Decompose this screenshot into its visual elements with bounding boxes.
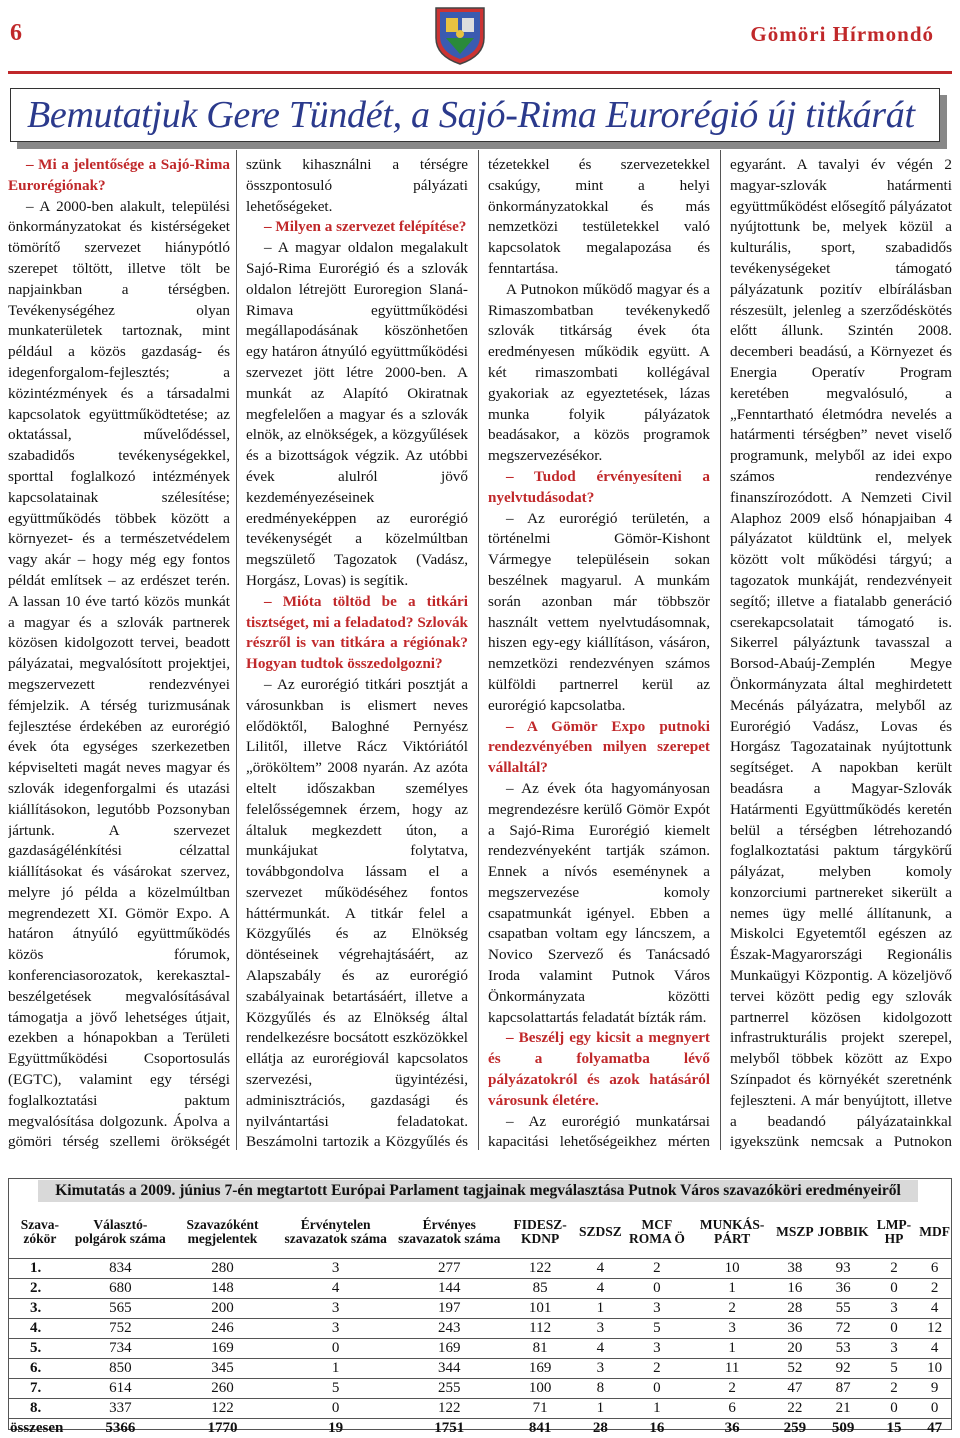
table-cell: 197 xyxy=(395,1299,503,1319)
table-cell: 255 xyxy=(395,1379,503,1399)
table-cell: 260 xyxy=(169,1379,276,1399)
table-cell: 734 xyxy=(72,1339,169,1359)
table-cell: 1770 xyxy=(169,1419,276,1438)
table-cell: 246 xyxy=(169,1319,276,1339)
column-header: Érvénytelen szavazatok száma xyxy=(276,1206,395,1259)
table-cell: 3 xyxy=(276,1299,395,1319)
table-cell: 53 xyxy=(816,1339,871,1359)
table-cell: 144 xyxy=(395,1279,503,1299)
column-header: Érvényes szavazatok száma xyxy=(395,1206,503,1259)
table-cell: 2 xyxy=(690,1299,774,1319)
table-cell: 680 xyxy=(72,1279,169,1299)
table-cell: 10 xyxy=(690,1259,774,1279)
table-row xyxy=(8,1339,952,1359)
interview-question: – A Gömör Expo putnoki rendezvényében milyen szerepet vállaltál? xyxy=(488,717,710,779)
paragraph: – A magyar oldalon megalakult Sajó-Rima Eurorégió és a szlovák oldalon létrejött Euroregion Slaná-Rimava együttműködési megállapodásának köszönhetően egy határon átnyúló együttműködési szervezet jött létre 2000-ben. A munkát az Alapító Okiratnak megfelelően a magyar és a szlovák elnök, az elnökségek, a közgyűlések és a bizottságok végzik. Az utóbbi évek alulról jövő kezdeményezéseinek eredményeképpen az eurorégió tevékenységét a közelmúltban megszülető Tagozatok (Vadász, Horgász, Lovas) is segítik. xyxy=(246,238,468,592)
table-cell: 280 xyxy=(169,1259,276,1279)
header-rule xyxy=(8,71,952,74)
table-cell: 0 xyxy=(276,1339,395,1359)
interview-question: – Mióta töltöd be a titkári tisztséget, mi a feladatod? Szlovák részről is van titkára a régiónak? Hogyan tudtok összedolgozni? xyxy=(246,592,468,675)
table-cell: 20 xyxy=(774,1339,816,1359)
coat-of-arms-icon xyxy=(430,4,490,66)
table-cell: összesen xyxy=(8,1419,72,1438)
column-header: MUNKÁS-PÁRT xyxy=(690,1206,774,1259)
paragraph: – A 2000-ben alakult, települési önkormányzatokat és kistérségeket tömörítő szervezet hiánypótló szerepet töltött, illetve tölt be napjainkban a térségben. Tevékenységéhez olyan munkaterületek tartoznak, mint például a közös gazdaság- és idegenforgalom-fejlesztés; a közintézmények és a társadalmi kapcsolatok együttműködtetése; az oktatással, művelődéssel, szabadidős tevékenységekkel, sporttal foglalkozó intézmények kapcsolatainak szélesítése; együttműködés többek között a környezet- és a természetvédelem vagy akár – hogy még egy fontos példát említsek – az erdészet terén. A lassan 10 éve tartó közös munkát a magyar és a szlovák partnerek közösen kidolgozott tervei, beadott pályázatai, megvalósított projektjei, megszervezett rendezvényei fémjelzik. A térség turizmusának fejlesztése érdekében az eurorégió évek óta egységes szerkezetben képviselteti magát neves magyar és szlovák idegenforgalmi és utazási kiállításokon, legutóbb Pozsonyban jártunk. A szervezet gazdaságélénkítési célzattal kiállításokat és vásárokat szervez, melyre jó példa a közelmúltban megrendezett XI. Gömör Expo. A határon átnyúló együttműködés közös fórumok, konferenciasorozatok, kerekasztal-beszélgetések megvalósításával támogatja a jövő lehetséges útjait, ezekben a hónapokban a Területi Együttműködési Csoportosulás (EGTC), valamint egy térségi foglalkoztatási paktum megvalósítása dolgozunk. Ápolva a gömöri térség szellemi örökségét xyxy=(8,197,230,1150)
table-cell: 834 xyxy=(72,1259,169,1279)
column-header: MSZP xyxy=(774,1206,816,1259)
table-cell: 2 xyxy=(624,1259,690,1279)
table-cell: 3 xyxy=(624,1299,690,1319)
table-cell: 100 xyxy=(503,1379,577,1399)
column-header: SZDSZ xyxy=(577,1206,624,1259)
table-cell: 5. xyxy=(8,1339,72,1359)
table-cell: 277 xyxy=(395,1259,503,1279)
table-cell: 259 xyxy=(774,1419,816,1438)
column-header: Szava-zókör xyxy=(8,1206,72,1259)
table-cell: 4 xyxy=(577,1339,624,1359)
table-cell: 3 xyxy=(276,1319,395,1339)
table-header-row xyxy=(8,1206,952,1259)
table-cell: 0 xyxy=(871,1279,918,1299)
table-cell: 4 xyxy=(577,1259,624,1279)
table-cell: 0 xyxy=(276,1399,395,1419)
interview-question: – Tudod érvényesíteni a nyelvtudásodat? xyxy=(488,467,710,509)
paragraph: – Az eurorégió területén, a történelmi Gömör-Kishont Vármegye településein sokan beszélnek magyarul. A munkám során azonban már többször használt vettem nyelvtudásomnak, hiszen egy-egy kiállításon, vásáron, nemzetközi rendezvényen számos külföldi partnerrel kerül az eurorégió kapcsolatba. xyxy=(488,509,710,717)
table-row xyxy=(8,1279,952,1299)
table-cell: 10 xyxy=(917,1359,952,1379)
table-cell: 3 xyxy=(871,1339,918,1359)
column-divider xyxy=(720,150,721,1150)
paragraph: – Az évek óta hagyományosan megrendezésre kerülő Gömör Expót a Sajó-Rima Eurorégió kiemelt rendezvényeként tartják számon. Ennek a nívós eseménynek a megszervezése komoly csapatmunkát igényel. Ebben a csapatban voltam egy láncszem, a Novico Szervező és Tanácsadó Iroda valamint Putnok Város Önkormányzata közötti kapcsolattartás feladatát bízták rám. xyxy=(488,779,710,1029)
headline-box xyxy=(10,88,940,142)
results-table xyxy=(8,1206,952,1438)
table-cell: 5 xyxy=(276,1379,395,1399)
table-cell: 345 xyxy=(169,1359,276,1379)
table-cell: 0 xyxy=(624,1379,690,1399)
table-cell: 81 xyxy=(503,1339,577,1359)
table-row xyxy=(8,1299,952,1319)
paragraph: egyaránt. A tavalyi év végén 2 magyar-szlovák határmenti együttműködést elősegítő pályázatot nyújtottunk be, melyek közül a kulturális, sport, szabadidős tevékenységeket támogató pályázatunk pozitív elbírálásban részesült, jelenleg a szerződéskötés előtt állunk. Szintén 2008. decemberi beadású, a Környezet és Energia Operatív Program keretében megvalósuló, a „Fenntartható életmódra nevelés a határmenti térségben” nevet viselő programunk, melyből az idei expo számos rendezvénye finanszírozódott. A Nemzeti Civil Alaphoz 2009 első hónapjaiban 4 pályázatot küldtünk el, melyek között volt működési tárgyú; a tagozatok munkáját, rendezvényeit segítő; illetve a fiatalabb generáció cserekapcsolatait támogató is. Sikerrel pályáztunk tavasszal a Borsod-Abaúj-Zemplén Megye Önkormányzata által meghirdetett Mecénás pályázatra, melyből az Eurorégió Vadász, Lovas és Horgász Tagozatainak nyújtottunk segítséget. A napokban került beadásra a Magyar-Szlovák Határmenti Együttműködés keretén belül a térségben létrehozandó foglalkoztatási paktum tárgykörű pályázat, melyben komoly konzorciumi partnereket sikerült a nemes ügy mellé állítanunk, a Miskolci Egyetemtől egészen az Észak-Magyarországi Regionális Munkaügyi Központig. A közeljövő tervei között pedig egy szlovák partnerrel közösen kidolgozott infrastrukturális projekt szerepel, melyből többek között az Expo Színpadot és környékét szeretnénk fejleszteni. A már benyújtott, illetve a beadandó pályázatainkkal igyekszünk nemcsak a Putnokon xyxy=(730,155,952,1150)
table-cell: 2 xyxy=(917,1279,952,1299)
column-header: LMP-HP xyxy=(871,1206,918,1259)
table-cell: 169 xyxy=(169,1339,276,1359)
table-cell: 87 xyxy=(816,1379,871,1399)
table-cell: 243 xyxy=(395,1319,503,1339)
column-4 xyxy=(730,155,952,1150)
table-cell: 2 xyxy=(871,1379,918,1399)
table-cell: 0 xyxy=(871,1319,918,1339)
article-title: Bemutatjuk Gere Tündét, a Sajó-Rima Eurorégió új titkárát xyxy=(27,93,915,137)
table-cell: 5366 xyxy=(72,1419,169,1438)
table-row xyxy=(8,1359,952,1379)
table-cell: 22 xyxy=(774,1399,816,1419)
table-cell: 1 xyxy=(577,1399,624,1419)
table-cell: 4. xyxy=(8,1319,72,1339)
table-cell: 72 xyxy=(816,1319,871,1339)
table-cell: 3 xyxy=(276,1259,395,1279)
table-cell: 9 xyxy=(917,1379,952,1399)
column-header: JOBBIK xyxy=(816,1206,871,1259)
table-cell: 1 xyxy=(577,1299,624,1319)
table-cell: 344 xyxy=(395,1359,503,1379)
table-cell: 509 xyxy=(816,1419,871,1438)
table-cell: 47 xyxy=(917,1419,952,1438)
table-cell: 850 xyxy=(72,1359,169,1379)
table-cell: 71 xyxy=(503,1399,577,1419)
column-header: FIDESZ-KDNP xyxy=(503,1206,577,1259)
table-cell: 122 xyxy=(395,1399,503,1419)
paragraph: A Putnokon működő magyar és a Rimaszombatban tevékenykedő szlovák titkárság évek óta eredményesen működik együtt. A két rimaszombati kollégával gyakoriak az egyeztetések, lázas munka folyik pályázatok beadásakor, a közös programok megszervezésékor. xyxy=(488,280,710,467)
page-number: 6 xyxy=(10,20,22,47)
table-cell: 169 xyxy=(503,1359,577,1379)
table-cell: 92 xyxy=(816,1359,871,1379)
table-cell: 1 xyxy=(690,1279,774,1299)
table-cell: 0 xyxy=(624,1279,690,1299)
table-cell: 0 xyxy=(871,1399,918,1419)
table-cell: 5 xyxy=(871,1359,918,1379)
table-cell: 3 xyxy=(690,1319,774,1339)
paragraph: tézetekkel és szervezetekkel csakúgy, mint a helyi önkormányzatokkal és más nemzetközi testületekkel való kapcsolatok megalapozása és fenntartása. xyxy=(488,155,710,280)
table-cell: 36 xyxy=(774,1319,816,1339)
table-cell: 3. xyxy=(8,1299,72,1319)
table-cell: 2 xyxy=(871,1259,918,1279)
table-cell: 16 xyxy=(774,1279,816,1299)
table-cell: 3 xyxy=(624,1339,690,1359)
table-cell: 200 xyxy=(169,1299,276,1319)
paragraph: – Az eurorégió munkatársai kapacitási lehetőségeikhez mérten xyxy=(488,1112,710,1150)
table-cell: 8. xyxy=(8,1399,72,1419)
table-cell: 36 xyxy=(816,1279,871,1299)
paragraph: – Az eurorégió titkári posztját a városunkban is elismert neves elődöktől, Baloghné Pernyész Lilitől, illetve Rácz Viktóriától „örököltem” 2008 nyarán. Az azóta eltelt időszakban személyes felelősségemnek érzem, hogy az általuk megkezdett úton, a munkájukat folytatva, továbbgondolva lássam el a szervezet működéséhez fontos háttérmunkát. A titkár felel a Közgyűlés és az Elnökség döntéseinek végrehajtásáért, az Alapszabály és az eurorégió szabályainak betartásáért, illetve a Közgyűlés és az Elnökség által rendelkezésre bocsátott eszközökkel ellátja az eurorégiovál kapcsolatos szervezési, ügyintézési, adminisztrációs, gazdasági és nyilvántartási feladatokat. Beszámolni tartozik a Közgyűlés és xyxy=(246,675,468,1150)
table-total-row xyxy=(8,1419,952,1438)
table-caption: Kimutatás a 2009. június 7-én megtartott Európai Parlament tagjainak megválasztása Putnok Város szavazóköri eredményeiről xyxy=(38,1180,918,1202)
table-row xyxy=(8,1319,952,1339)
table-cell: 2 xyxy=(624,1359,690,1379)
table-cell: 4 xyxy=(917,1339,952,1359)
table-cell: 2 xyxy=(690,1379,774,1399)
table-cell: 841 xyxy=(503,1419,577,1438)
column-header: Választó-polgárok száma xyxy=(72,1206,169,1259)
table-cell: 85 xyxy=(503,1279,577,1299)
table-cell: 3 xyxy=(577,1319,624,1339)
table-cell: 93 xyxy=(816,1259,871,1279)
table-cell: 12 xyxy=(917,1319,952,1339)
table-cell: 4 xyxy=(276,1279,395,1299)
interview-question: – Mi a jelentősége a Sajó-Rima Eurorégiónak? xyxy=(8,155,230,197)
table-cell: 614 xyxy=(72,1379,169,1399)
table-cell: 337 xyxy=(72,1399,169,1419)
table-cell: 8 xyxy=(577,1379,624,1399)
column-3 xyxy=(488,155,710,1150)
table-row xyxy=(8,1399,952,1419)
table-cell: 148 xyxy=(169,1279,276,1299)
table-cell: 4 xyxy=(577,1279,624,1299)
table-cell: 1751 xyxy=(395,1419,503,1438)
table-row xyxy=(8,1259,952,1279)
table-cell: 6 xyxy=(690,1399,774,1419)
column-header: MDF xyxy=(917,1206,952,1259)
table-cell: 52 xyxy=(774,1359,816,1379)
paragraph: szünk kihasználni a térségre összpontosuló pályázati lehetőségeket. xyxy=(246,155,468,217)
table-cell: 1 xyxy=(276,1359,395,1379)
table-cell: 5 xyxy=(624,1319,690,1339)
table-cell: 16 xyxy=(624,1419,690,1438)
table-cell: 21 xyxy=(816,1399,871,1419)
table-cell: 47 xyxy=(774,1379,816,1399)
table-cell: 3 xyxy=(577,1359,624,1379)
table-cell: 112 xyxy=(503,1319,577,1339)
page-header xyxy=(0,0,960,70)
column-1 xyxy=(8,155,230,1150)
table-cell: 15 xyxy=(871,1419,918,1438)
table-cell: 11 xyxy=(690,1359,774,1379)
table-cell: 38 xyxy=(774,1259,816,1279)
table-cell: 169 xyxy=(395,1339,503,1359)
interview-question: – Beszélj egy kicsit a megnyert és a folyamatba lévő pályázatokról és azok hatásáról városunk életére. xyxy=(488,1028,710,1111)
table-cell: 19 xyxy=(276,1419,395,1438)
interview-question: – Milyen a szervezet felépítése? xyxy=(246,217,468,238)
table-cell: 1 xyxy=(690,1339,774,1359)
table-cell: 122 xyxy=(503,1259,577,1279)
table-cell: 36 xyxy=(690,1419,774,1438)
table-cell: 28 xyxy=(577,1419,624,1438)
column-divider xyxy=(236,150,237,1150)
table-cell: 28 xyxy=(774,1299,816,1319)
table-cell: 2. xyxy=(8,1279,72,1299)
table-cell: 3 xyxy=(871,1299,918,1319)
column-header: MCF ROMA Ö xyxy=(624,1206,690,1259)
table-row xyxy=(8,1379,952,1399)
column-header: Szavazóként megjelentek xyxy=(169,1206,276,1259)
column-2 xyxy=(246,155,468,1150)
column-divider xyxy=(478,150,479,1150)
table-cell: 55 xyxy=(816,1299,871,1319)
table-cell: 122 xyxy=(169,1399,276,1419)
table-cell: 4 xyxy=(917,1299,952,1319)
table-cell: 6. xyxy=(8,1359,72,1379)
table-cell: 7. xyxy=(8,1379,72,1399)
table-cell: 752 xyxy=(72,1319,169,1339)
table-cell: 1 xyxy=(624,1399,690,1419)
table-cell: 565 xyxy=(72,1299,169,1319)
table-cell: 1. xyxy=(8,1259,72,1279)
table-cell: 6 xyxy=(917,1259,952,1279)
table-cell: 101 xyxy=(503,1299,577,1319)
publication-name: Gömöri Hírmondó xyxy=(750,22,934,47)
table-cell: 0 xyxy=(917,1399,952,1419)
